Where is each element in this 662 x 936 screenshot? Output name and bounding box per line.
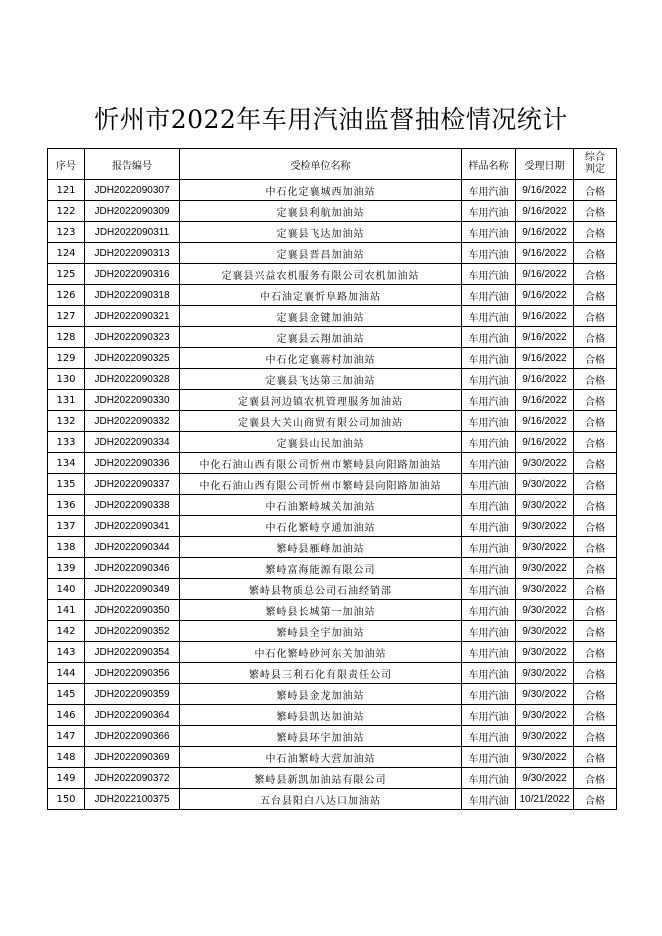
table-body	[48, 180, 617, 810]
cell-date: 9/30/2022	[516, 684, 574, 705]
cell-date: 9/16/2022	[516, 348, 574, 369]
cell-no: 134	[48, 453, 85, 474]
cell-report-code: JDH2022090307	[85, 180, 180, 201]
cell-no: 140	[48, 579, 85, 600]
table-row	[48, 642, 617, 663]
cell-sample-name: 车用汽油	[462, 285, 516, 306]
table-row	[48, 180, 617, 201]
header-report-code: 报告编号	[85, 149, 180, 180]
header-date: 受理日期	[516, 149, 574, 180]
cell-date: 9/16/2022	[516, 306, 574, 327]
cell-report-code: JDH2022090338	[85, 495, 180, 516]
cell-date: 9/30/2022	[516, 768, 574, 789]
cell-result: 合格	[574, 369, 617, 390]
table-header-row	[48, 149, 617, 180]
table-row	[48, 369, 617, 390]
table-row	[48, 705, 617, 726]
cell-result: 合格	[574, 432, 617, 453]
cell-date: 9/30/2022	[516, 642, 574, 663]
cell-report-code: JDH2022090366	[85, 726, 180, 747]
cell-report-code: JDH2022090359	[85, 684, 180, 705]
cell-no: 128	[48, 327, 85, 348]
cell-sample-name: 车用汽油	[462, 264, 516, 285]
cell-unit-name: 繁峙县雁峰加油站	[180, 537, 462, 558]
cell-sample-name: 车用汽油	[462, 306, 516, 327]
table-row	[48, 621, 617, 642]
cell-sample-name: 车用汽油	[462, 663, 516, 684]
cell-date: 9/16/2022	[516, 222, 574, 243]
cell-report-code: JDH2022090313	[85, 243, 180, 264]
table-row	[48, 768, 617, 789]
cell-result: 合格	[574, 684, 617, 705]
table-row	[48, 222, 617, 243]
cell-result: 合格	[574, 642, 617, 663]
cell-sample-name: 车用汽油	[462, 432, 516, 453]
cell-unit-name: 中石化定襄城西加油站	[180, 180, 462, 201]
cell-result: 合格	[574, 222, 617, 243]
cell-no: 131	[48, 390, 85, 411]
cell-date: 9/30/2022	[516, 663, 574, 684]
cell-result: 合格	[574, 726, 617, 747]
table-row	[48, 411, 617, 432]
cell-report-code: JDH2022090364	[85, 705, 180, 726]
cell-date: 9/16/2022	[516, 285, 574, 306]
cell-date: 9/30/2022	[516, 474, 574, 495]
cell-no: 121	[48, 180, 85, 201]
cell-report-code: JDH2022090349	[85, 579, 180, 600]
table-row	[48, 789, 617, 810]
cell-unit-name: 定襄县云翔加油站	[180, 327, 462, 348]
cell-unit-name: 定襄县飞达加油站	[180, 222, 462, 243]
cell-unit-name: 繁峙县物质总公司石油经销部	[180, 579, 462, 600]
cell-sample-name: 车用汽油	[462, 180, 516, 201]
cell-unit-name: 繁峙富海能源有限公司	[180, 558, 462, 579]
cell-unit-name: 繁峙县全宇加油站	[180, 621, 462, 642]
cell-unit-name: 定襄县晋昌加油站	[180, 243, 462, 264]
cell-date: 9/16/2022	[516, 327, 574, 348]
cell-no: 130	[48, 369, 85, 390]
cell-report-code: JDH2022090341	[85, 516, 180, 537]
cell-date: 9/16/2022	[516, 264, 574, 285]
cell-no: 124	[48, 243, 85, 264]
cell-no: 141	[48, 600, 85, 621]
cell-sample-name: 车用汽油	[462, 327, 516, 348]
table-row	[48, 264, 617, 285]
cell-unit-name: 繁峙县金龙加油站	[180, 684, 462, 705]
cell-sample-name: 车用汽油	[462, 222, 516, 243]
cell-no: 143	[48, 642, 85, 663]
cell-unit-name: 中石化定襄蒋村加油站	[180, 348, 462, 369]
cell-unit-name: 定襄县金键加油站	[180, 306, 462, 327]
cell-date: 9/30/2022	[516, 579, 574, 600]
cell-sample-name: 车用汽油	[462, 243, 516, 264]
cell-date: 9/30/2022	[516, 705, 574, 726]
table-row	[48, 474, 617, 495]
table-row	[48, 327, 617, 348]
cell-sample-name: 车用汽油	[462, 684, 516, 705]
cell-sample-name: 车用汽油	[462, 390, 516, 411]
cell-no: 136	[48, 495, 85, 516]
cell-unit-name: 定襄县利航加油站	[180, 201, 462, 222]
cell-report-code: JDH2022090336	[85, 453, 180, 474]
cell-date: 9/30/2022	[516, 621, 574, 642]
cell-no: 142	[48, 621, 85, 642]
cell-unit-name: 定襄县山民加油站	[180, 432, 462, 453]
cell-result: 合格	[574, 537, 617, 558]
cell-result: 合格	[574, 306, 617, 327]
cell-report-code: JDH2022090328	[85, 369, 180, 390]
cell-sample-name: 车用汽油	[462, 558, 516, 579]
cell-unit-name: 繁峙县长城第一加油站	[180, 600, 462, 621]
cell-result: 合格	[574, 285, 617, 306]
cell-report-code: JDH2022090330	[85, 390, 180, 411]
cell-result: 合格	[574, 621, 617, 642]
cell-result: 合格	[574, 747, 617, 768]
cell-result: 合格	[574, 516, 617, 537]
table-row	[48, 453, 617, 474]
cell-unit-name: 定襄县河边镇农机管理服务加油站	[180, 390, 462, 411]
table-row	[48, 663, 617, 684]
table-row	[48, 306, 617, 327]
cell-result: 合格	[574, 348, 617, 369]
table-row	[48, 495, 617, 516]
table-row	[48, 390, 617, 411]
cell-date: 9/30/2022	[516, 453, 574, 474]
cell-no: 138	[48, 537, 85, 558]
table-row	[48, 285, 617, 306]
cell-no: 148	[48, 747, 85, 768]
cell-no: 147	[48, 726, 85, 747]
cell-unit-name: 五台县阳白八达口加油站	[180, 789, 462, 810]
cell-result: 合格	[574, 663, 617, 684]
cell-sample-name: 车用汽油	[462, 642, 516, 663]
cell-sample-name: 车用汽油	[462, 621, 516, 642]
cell-date: 9/30/2022	[516, 516, 574, 537]
cell-sample-name: 车用汽油	[462, 369, 516, 390]
cell-report-code: JDH2022090369	[85, 747, 180, 768]
cell-date: 9/30/2022	[516, 537, 574, 558]
cell-date: 9/16/2022	[516, 201, 574, 222]
cell-sample-name: 车用汽油	[462, 453, 516, 474]
table-row	[48, 348, 617, 369]
table-row	[48, 558, 617, 579]
cell-sample-name: 车用汽油	[462, 579, 516, 600]
cell-unit-name: 中石油定襄忻阜路加油站	[180, 285, 462, 306]
cell-report-code: JDH2022090309	[85, 201, 180, 222]
page-title: 忻州市2022年车用汽油监督抽检情况统计	[94, 105, 568, 134]
cell-no: 139	[48, 558, 85, 579]
cell-result: 合格	[574, 327, 617, 348]
cell-result: 合格	[574, 600, 617, 621]
cell-result: 合格	[574, 180, 617, 201]
cell-date: 9/30/2022	[516, 600, 574, 621]
cell-no: 123	[48, 222, 85, 243]
table-row	[48, 579, 617, 600]
cell-date: 10/21/2022	[516, 789, 574, 810]
cell-report-code: JDH2022090325	[85, 348, 180, 369]
cell-result: 合格	[574, 558, 617, 579]
cell-report-code: JDH2022090332	[85, 411, 180, 432]
cell-no: 125	[48, 264, 85, 285]
cell-result: 合格	[574, 768, 617, 789]
table-row	[48, 243, 617, 264]
cell-sample-name: 车用汽油	[462, 726, 516, 747]
header-sample-name: 样品名称	[462, 149, 516, 180]
cell-date: 9/16/2022	[516, 432, 574, 453]
table-row	[48, 747, 617, 768]
cell-no: 137	[48, 516, 85, 537]
cell-no: 126	[48, 285, 85, 306]
cell-unit-name: 繁峙县新凯加油站有限公司	[180, 768, 462, 789]
cell-sample-name: 车用汽油	[462, 705, 516, 726]
cell-unit-name: 中化石油山西有限公司忻州市繁峙县向阳路加油站	[180, 453, 462, 474]
cell-date: 9/30/2022	[516, 747, 574, 768]
cell-date: 9/16/2022	[516, 243, 574, 264]
cell-no: 145	[48, 684, 85, 705]
cell-result: 合格	[574, 495, 617, 516]
cell-sample-name: 车用汽油	[462, 747, 516, 768]
table-row	[48, 726, 617, 747]
cell-no: 144	[48, 663, 85, 684]
cell-report-code: JDH2022090334	[85, 432, 180, 453]
cell-sample-name: 车用汽油	[462, 474, 516, 495]
cell-report-code: JDH2022090352	[85, 621, 180, 642]
cell-report-code: JDH2022090316	[85, 264, 180, 285]
cell-no: 127	[48, 306, 85, 327]
cell-report-code: JDH2022090346	[85, 558, 180, 579]
cell-unit-name: 繁峙县环宇加油站	[180, 726, 462, 747]
header-result	[574, 149, 617, 180]
cell-sample-name: 车用汽油	[462, 411, 516, 432]
cell-no: 129	[48, 348, 85, 369]
cell-result: 合格	[574, 579, 617, 600]
table-row	[48, 432, 617, 453]
cell-date: 9/16/2022	[516, 411, 574, 432]
cell-unit-name: 定襄县飞达第三加油站	[180, 369, 462, 390]
header-result-line1: 综合	[585, 152, 605, 163]
cell-unit-name: 中石化繁峙亨通加油站	[180, 516, 462, 537]
cell-report-code: JDH2022090337	[85, 474, 180, 495]
cell-sample-name: 车用汽油	[462, 789, 516, 810]
cell-report-code: JDH2022090344	[85, 537, 180, 558]
cell-unit-name: 繁峙县三利石化有限责任公司	[180, 663, 462, 684]
cell-result: 合格	[574, 264, 617, 285]
cell-no: 150	[48, 789, 85, 810]
cell-sample-name: 车用汽油	[462, 201, 516, 222]
cell-report-code: JDH2022090318	[85, 285, 180, 306]
table-row	[48, 600, 617, 621]
cell-no: 132	[48, 411, 85, 432]
cell-date: 9/16/2022	[516, 180, 574, 201]
cell-result: 合格	[574, 453, 617, 474]
cell-report-code: JDH2022090356	[85, 663, 180, 684]
cell-result: 合格	[574, 411, 617, 432]
cell-date: 9/16/2022	[516, 390, 574, 411]
cell-report-code: JDH2022090321	[85, 306, 180, 327]
cell-sample-name: 车用汽油	[462, 600, 516, 621]
cell-sample-name: 车用汽油	[462, 348, 516, 369]
cell-no: 133	[48, 432, 85, 453]
table-row	[48, 684, 617, 705]
cell-sample-name: 车用汽油	[462, 516, 516, 537]
table-row	[48, 516, 617, 537]
header-unit-name: 受检单位名称	[180, 149, 462, 180]
cell-report-code: JDH2022090372	[85, 768, 180, 789]
cell-no: 135	[48, 474, 85, 495]
cell-no: 146	[48, 705, 85, 726]
cell-result: 合格	[574, 390, 617, 411]
inspection-table	[47, 148, 617, 810]
cell-result: 合格	[574, 474, 617, 495]
cell-result: 合格	[574, 789, 617, 810]
cell-report-code: JDH2022090350	[85, 600, 180, 621]
cell-unit-name: 定襄县大关山商贸有限公司加油站	[180, 411, 462, 432]
header-result-line2: 判定	[585, 164, 605, 175]
cell-result: 合格	[574, 705, 617, 726]
cell-sample-name: 车用汽油	[462, 768, 516, 789]
cell-report-code: JDH2022090354	[85, 642, 180, 663]
cell-unit-name: 繁峙县凯达加油站	[180, 705, 462, 726]
cell-result: 合格	[574, 243, 617, 264]
cell-unit-name: 定襄县兴益农机服务有限公司农机加油站	[180, 264, 462, 285]
cell-date: 9/30/2022	[516, 726, 574, 747]
cell-no: 122	[48, 201, 85, 222]
table-row	[48, 537, 617, 558]
cell-no: 149	[48, 768, 85, 789]
cell-sample-name: 车用汽油	[462, 495, 516, 516]
cell-date: 9/30/2022	[516, 495, 574, 516]
cell-report-code: JDH2022090323	[85, 327, 180, 348]
cell-unit-name: 中石油繁峙城关加油站	[180, 495, 462, 516]
cell-date: 9/30/2022	[516, 558, 574, 579]
cell-report-code: JDH2022090311	[85, 222, 180, 243]
cell-sample-name: 车用汽油	[462, 537, 516, 558]
cell-result: 合格	[574, 201, 617, 222]
cell-unit-name: 中石化繁峙砂河东关加油站	[180, 642, 462, 663]
cell-unit-name: 中石油繁峙大营加油站	[180, 747, 462, 768]
cell-unit-name: 中化石油山西有限公司忻州市繁峙县向阳路加油站	[180, 474, 462, 495]
table-row	[48, 201, 617, 222]
cell-report-code: JDH2022100375	[85, 789, 180, 810]
header-no: 序号	[48, 149, 85, 180]
cell-date: 9/16/2022	[516, 369, 574, 390]
